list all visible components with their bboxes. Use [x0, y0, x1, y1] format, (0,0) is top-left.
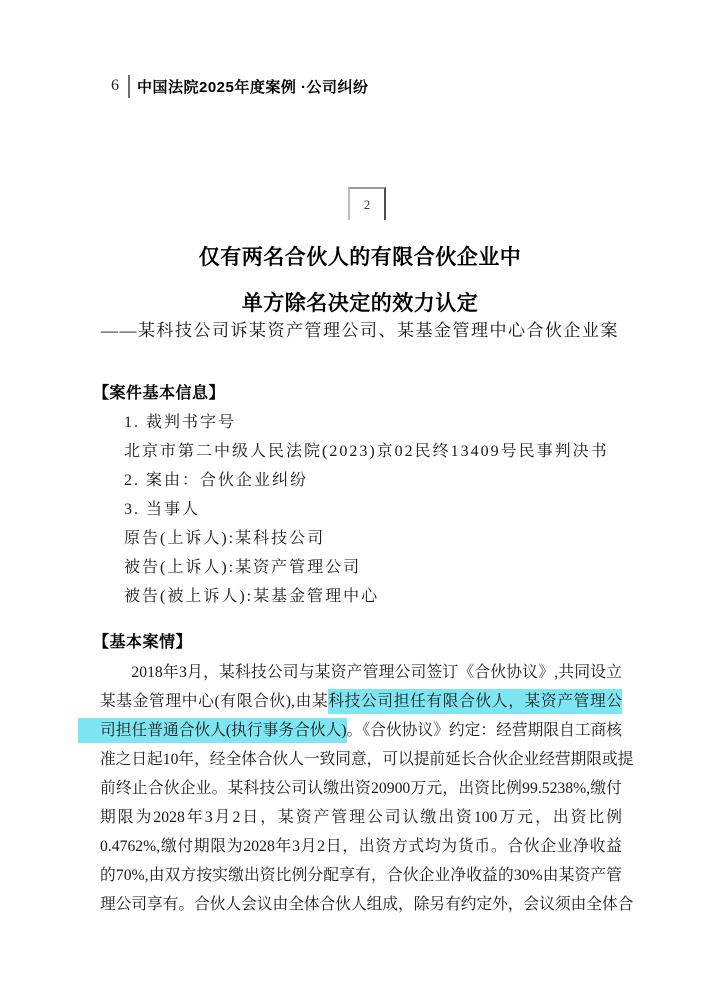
case-info-item-plaintiff: 原告(上诉人):某科技公司: [124, 530, 326, 547]
case-title-line2: 单方除名决定的效力认定: [241, 291, 479, 315]
section-heading-basic-facts: 【基本案情】: [93, 634, 193, 651]
body-text: 期限为2028年3月2日，某资产管理公司认缴出资100万元，出资比例: [100, 809, 622, 826]
body-line: [100, 774, 622, 803]
body-line: [100, 687, 622, 716]
case-subtitle: ——某科技公司诉某资产管理公司、某基金管理中心合伙企业案: [101, 321, 619, 340]
body-text: 的70%,由双方按实缴出资比例分配享有，合伙企业净收益的30%由某资产管: [100, 867, 622, 884]
basic-facts-paragraph: [100, 658, 634, 919]
case-title: [0, 234, 720, 326]
body-text: 某基金管理中心(有限合伙),由某: [100, 693, 329, 710]
body-text: 前终止合伙企业。某科技公司认缴出资20900万元，出资比例99.5238%,缴付: [100, 780, 622, 797]
highlighted-text: 司担任普通合伙人(执行事务合伙人): [78, 718, 347, 743]
case-info-item-parties-label: 3. 当事人: [124, 501, 201, 518]
highlighted-text: 科技公司担任有限合伙人，某资产管理公: [328, 689, 622, 714]
body-text: 。《合伙协议》约定：经营期限自工商核: [346, 722, 622, 739]
body-line: [100, 890, 634, 919]
case-info-item-docket-number: 北京市第二中级人民法院(2023)京02民终13409号民事判决书: [124, 443, 609, 460]
body-line: [100, 832, 622, 861]
body-line: [100, 658, 622, 687]
case-info-item-cause: 2. 案由：合伙企业纠纷: [124, 472, 309, 489]
body-line: [100, 803, 622, 832]
body-text: 2018年3月，某科技公司与某资产管理公司签订《合伙协议》,共同设立: [131, 664, 622, 681]
case-info-item-defendant-1: 被告(上诉人):某资产管理公司: [124, 559, 362, 576]
case-info-item-defendant-2: 被告(被上诉人):某基金管理中心: [124, 588, 380, 605]
chapter-number: 2: [363, 196, 371, 212]
page-number: 6: [111, 77, 119, 94]
header-title: 中国法院2025年度案例 ·公司纠纷: [137, 78, 369, 96]
case-info-list: [124, 408, 644, 611]
body-text: 理公司享有。合伙人会议由全体合伙人组成，除另有约定外，会议须由全体合: [100, 896, 634, 913]
section-heading-case-info: 【案件基本信息】: [93, 385, 226, 402]
page-header: [111, 74, 369, 98]
chapter-number-box: [348, 187, 386, 220]
body-text: 准之日起10年，经全体合伙人一致同意，可以提前延长合伙企业经营期限或提: [100, 751, 634, 768]
header-divider: [128, 75, 130, 98]
body-line: [100, 716, 622, 745]
body-text: 0.4762%,缴付期限为2028年3月2日，出资方式均为货币。合伙企业净收益: [100, 838, 622, 855]
case-info-item-docket-label: 1. 裁判书字号: [124, 414, 237, 431]
body-line: [100, 745, 634, 774]
case-title-line1: 仅有两名合伙人的有限合伙企业中: [198, 245, 522, 269]
body-line: [100, 861, 622, 890]
